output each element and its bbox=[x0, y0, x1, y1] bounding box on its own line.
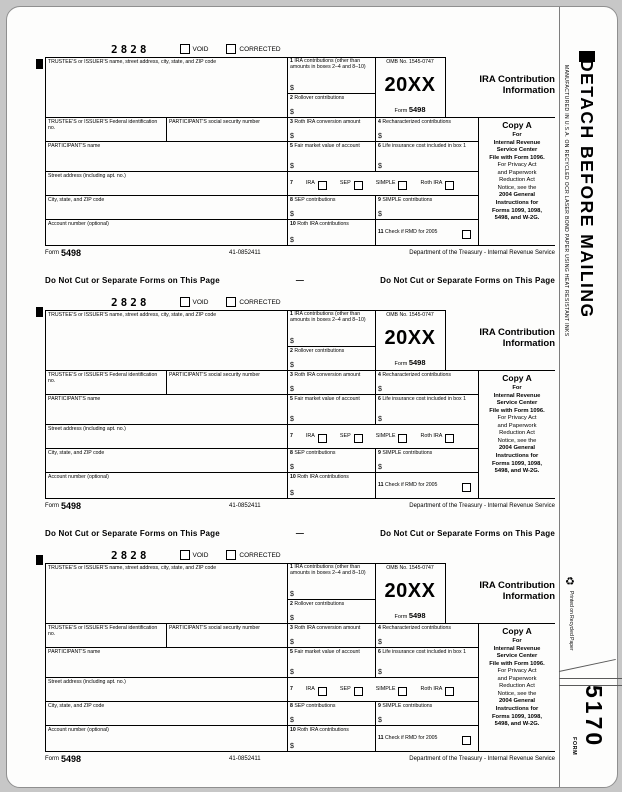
box9-simple-contributions bbox=[378, 703, 475, 724]
box6-label: 6 Life insurance cost included in box 1 bbox=[378, 143, 466, 149]
footer-form-number: 5498 bbox=[61, 248, 82, 258]
corrected-label: CORRECTED bbox=[239, 551, 281, 559]
box7-account-type bbox=[290, 678, 476, 701]
box10-roth-contributions bbox=[290, 474, 373, 497]
roth-ira-checkbox[interactable] bbox=[445, 687, 454, 696]
rmd-checkbox[interactable] bbox=[462, 736, 471, 745]
omb-number: OMB No. 1545-0747 bbox=[386, 312, 434, 318]
participant-name-field: PARTICIPANT'S name bbox=[48, 649, 101, 655]
box3-label: 3 Roth IRA conversion amount bbox=[290, 119, 361, 125]
tax-year: 20XX bbox=[384, 327, 436, 350]
grid-line bbox=[287, 57, 288, 246]
box4-recharacterized bbox=[378, 625, 475, 646]
form-number-under-year: Form 5498 bbox=[394, 358, 426, 368]
box5-fair-market-value bbox=[290, 396, 373, 423]
box9-simple-contributions bbox=[378, 450, 475, 471]
box2-label: 2 Rollover contributions bbox=[290, 348, 345, 354]
grid-line bbox=[45, 141, 479, 142]
detach-before-mailing-text: DETACH BEFORE MAILING bbox=[577, 59, 597, 319]
participant-name-field: PARTICIPANT'S name bbox=[48, 143, 101, 149]
void-checkbox[interactable] bbox=[180, 44, 190, 54]
grid-line bbox=[287, 346, 376, 347]
box8-sep-contributions bbox=[290, 703, 373, 724]
void-group bbox=[180, 550, 209, 560]
box10-label: 10 Roth IRA contributions bbox=[290, 474, 349, 480]
simple-checkbox[interactable] bbox=[398, 434, 407, 443]
box7-option-simple: SIMPLE bbox=[376, 684, 408, 696]
box9-label: 9 SIMPLE contributions bbox=[378, 197, 433, 203]
participant-ssn-field: PARTICIPANT'S social security number bbox=[169, 625, 260, 631]
ira-checkbox[interactable] bbox=[318, 181, 327, 190]
box10-dollar-sign: $ bbox=[290, 237, 294, 244]
do-not-cut-text: Do Not Cut or Separate Forms on This Page bbox=[45, 275, 220, 285]
city-state-zip-field: City, state, and ZIP code bbox=[48, 450, 105, 456]
omb-number: OMB No. 1545-0747 bbox=[386, 59, 434, 65]
street-address-field: Street address (including apt. no.) bbox=[48, 426, 126, 432]
box9-dollar-sign: $ bbox=[378, 211, 382, 218]
box1-label: 1 IRA contributions (other than amounts in boxes 2–4 and 8–10) bbox=[290, 311, 366, 324]
box4-recharacterized bbox=[378, 119, 475, 140]
stock-number: 5170 bbox=[581, 685, 607, 749]
box4-dollar-sign: $ bbox=[378, 386, 382, 393]
roth-ira-checkbox[interactable] bbox=[445, 181, 454, 190]
grid-line bbox=[287, 599, 376, 600]
box6-dollar-sign: $ bbox=[378, 669, 382, 676]
box3-dollar-sign: $ bbox=[290, 639, 294, 646]
registration-mark bbox=[36, 307, 43, 317]
roth-ira-checkbox[interactable] bbox=[445, 434, 454, 443]
registration-mark bbox=[36, 555, 43, 565]
form-footer-row bbox=[45, 246, 555, 266]
do-not-cut-text: Do Not Cut or Separate Forms on This Page bbox=[380, 275, 555, 285]
recycle-icon: ♻ bbox=[565, 576, 575, 588]
void-label: VOID bbox=[192, 551, 209, 559]
form-code: 2828 bbox=[111, 42, 150, 56]
form-title: IRA Contribution Information bbox=[479, 74, 555, 96]
grid-line bbox=[166, 623, 167, 647]
trustee-field-label: TRUSTEE'S or ISSUER'S name, street address, city, state, and ZIP code bbox=[48, 565, 217, 571]
copy-a-column: Copy A For Internal Revenue Service Center File with Form 1096. For Privacy Act and Paperwork Reduction Act Notice, see the 2004 General Instructions for Forms 1099, 1098, 5498, and W-2G. bbox=[489, 120, 545, 222]
form-code: 2828 bbox=[111, 295, 150, 309]
tax-year: 20XX bbox=[384, 74, 436, 97]
box5-fair-market-value bbox=[290, 143, 373, 170]
form-header-row bbox=[45, 294, 555, 310]
box10-label: 10 Roth IRA contributions bbox=[290, 221, 349, 227]
grid-line bbox=[45, 195, 479, 196]
box3-roth-conversion bbox=[290, 372, 373, 393]
grid-line bbox=[375, 195, 376, 246]
footer-form-word: Form bbox=[45, 250, 59, 256]
trustee-field-label: TRUSTEE'S or ISSUER'S name, street address, city, state, and ZIP code bbox=[48, 59, 217, 65]
paper-sheet bbox=[6, 6, 618, 788]
form-number-under-year: Form 5498 bbox=[394, 611, 426, 621]
form-table bbox=[45, 57, 555, 246]
trustee-federal-id-field: TRUSTEE'S or ISSUER'S Federal identification no. bbox=[48, 372, 158, 385]
form-title-area bbox=[445, 310, 555, 368]
box3-label: 3 Roth IRA conversion amount bbox=[290, 372, 361, 378]
omb-year-box bbox=[376, 312, 444, 368]
box8-dollar-sign: $ bbox=[290, 464, 294, 471]
corrected-label: CORRECTED bbox=[239, 298, 281, 306]
box5-dollar-sign: $ bbox=[290, 669, 294, 676]
box8-dollar-sign: $ bbox=[290, 717, 294, 724]
street-address-field: Street address (including apt. no.) bbox=[48, 679, 126, 685]
omb-year-box bbox=[376, 565, 444, 621]
box8-label: 8 SEP contributions bbox=[290, 450, 336, 456]
copy-a-column: Copy A For Internal Revenue Service Center File with Form 1096. For Privacy Act and Paperwork Reduction Act Notice, see the 2004 General Instructions for Forms 1099, 1098, 5498, and W-2G. bbox=[489, 626, 545, 728]
box7-option-roth-ira: Roth IRA bbox=[420, 178, 454, 190]
box2-rollover-contributions bbox=[290, 95, 373, 116]
cut-mark-line bbox=[559, 678, 622, 679]
form-number-under-year: Form 5498 bbox=[394, 105, 426, 115]
box11-rmd bbox=[378, 727, 475, 750]
footer-department: Department of the Treasury - Internal Revenue Service bbox=[409, 756, 555, 762]
sep-checkbox[interactable] bbox=[354, 181, 363, 190]
grid-line bbox=[45, 472, 479, 473]
box5-dollar-sign: $ bbox=[290, 163, 294, 170]
footer-cat-number: 41-0852411 bbox=[229, 756, 261, 762]
box7-option-ira: IRA bbox=[306, 684, 327, 696]
stock-form-word: FORM bbox=[571, 737, 577, 756]
form-title-area bbox=[445, 57, 555, 115]
grid-line bbox=[375, 448, 376, 499]
footer-cat-number: 41-0852411 bbox=[229, 250, 261, 256]
box4-label: 4 Recharacterized contributions bbox=[378, 119, 451, 125]
box2-dollar-sign: $ bbox=[290, 362, 294, 369]
box6-life-insurance-cost bbox=[378, 396, 475, 423]
footer-department: Department of the Treasury - Internal Revenue Service bbox=[409, 503, 555, 509]
box7-number: 7 bbox=[290, 686, 293, 693]
footer-form-number: 5498 bbox=[61, 754, 82, 764]
copy-a-column: Copy A For Internal Revenue Service Center File with Form 1096. For Privacy Act and Paperwork Reduction Act Notice, see the 2004 General Instructions for Forms 1099, 1098, 5498, and W-2G. bbox=[489, 373, 545, 475]
footer-form-number: 5498 bbox=[61, 501, 82, 511]
box10-roth-contributions bbox=[290, 221, 373, 244]
participant-ssn-field: PARTICIPANT'S social security number bbox=[169, 119, 260, 125]
footer-department: Department of the Treasury - Internal Revenue Service bbox=[409, 250, 555, 256]
box8-sep-contributions bbox=[290, 197, 373, 218]
do-not-cut-strip bbox=[45, 266, 555, 294]
ira-checkbox[interactable] bbox=[318, 434, 327, 443]
box2-rollover-contributions bbox=[290, 348, 373, 369]
form-copy-1 bbox=[45, 41, 555, 266]
registration-mark bbox=[36, 59, 43, 69]
form-footer-row bbox=[45, 752, 555, 772]
box5-fair-market-value bbox=[290, 649, 373, 676]
form-table bbox=[45, 310, 555, 499]
box2-dollar-sign: $ bbox=[290, 615, 294, 622]
box4-recharacterized bbox=[378, 372, 475, 393]
sep-checkbox[interactable] bbox=[354, 687, 363, 696]
box4-dollar-sign: $ bbox=[378, 639, 382, 646]
omb-year-box bbox=[376, 59, 444, 115]
manufactured-notice: MANUFACTURED IN U.S.A. ON RECYCLED OCR LASER BOND PAPER USING HEAT RESISTANT INKS bbox=[563, 65, 569, 337]
separator-dash: — bbox=[295, 528, 305, 538]
box7-option-ira: IRA bbox=[306, 178, 327, 190]
box5-dollar-sign: $ bbox=[290, 416, 294, 423]
account-number-field: Account number (optional) bbox=[48, 474, 109, 480]
grid-line bbox=[287, 563, 288, 752]
box7-number: 7 bbox=[290, 433, 293, 440]
rmd-checkbox[interactable] bbox=[462, 230, 471, 239]
participant-name-field: PARTICIPANT'S name bbox=[48, 396, 101, 402]
void-checkbox[interactable] bbox=[180, 550, 190, 560]
form-copy-2 bbox=[45, 294, 555, 519]
grid-line bbox=[478, 370, 479, 499]
box10-roth-contributions bbox=[290, 727, 373, 750]
box1-ira-contributions bbox=[290, 58, 373, 92]
box3-roth-conversion bbox=[290, 119, 373, 140]
box6-life-insurance-cost bbox=[378, 649, 475, 676]
corrected-checkbox[interactable] bbox=[226, 297, 236, 307]
grid-line bbox=[45, 701, 479, 702]
box5-label: 5 Fair market value of account bbox=[290, 396, 360, 402]
trustee-federal-id-field: TRUSTEE'S or ISSUER'S Federal identification no. bbox=[48, 119, 158, 132]
cut-mark-line bbox=[559, 659, 616, 672]
simple-checkbox[interactable] bbox=[398, 687, 407, 696]
grid-line bbox=[478, 117, 479, 246]
box1-dollar-sign: $ bbox=[290, 85, 294, 92]
box9-label: 9 SIMPLE contributions bbox=[378, 450, 433, 456]
grid-line bbox=[287, 93, 376, 94]
box7-option-sep: SEP bbox=[340, 431, 363, 443]
grid-line bbox=[45, 57, 46, 246]
participant-ssn-field: PARTICIPANT'S social security number bbox=[169, 372, 260, 378]
separator-dash: — bbox=[295, 275, 305, 285]
box4-label: 4 Recharacterized contributions bbox=[378, 625, 451, 631]
grid-line bbox=[45, 219, 479, 220]
corrected-checkbox[interactable] bbox=[226, 550, 236, 560]
box7-option-simple: SIMPLE bbox=[376, 178, 408, 190]
box8-dollar-sign: $ bbox=[290, 211, 294, 218]
box6-dollar-sign: $ bbox=[378, 163, 382, 170]
rmd-checkbox[interactable] bbox=[462, 483, 471, 492]
box5-label: 5 Fair market value of account bbox=[290, 649, 360, 655]
do-not-cut-text: Do Not Cut or Separate Forms on This Page bbox=[380, 528, 555, 538]
box7-option-roth-ira: Roth IRA bbox=[420, 684, 454, 696]
account-number-field: Account number (optional) bbox=[48, 221, 109, 227]
box4-dollar-sign: $ bbox=[378, 133, 382, 140]
city-state-zip-field: City, state, and ZIP code bbox=[48, 703, 105, 709]
trustee-federal-id-field: TRUSTEE'S or ISSUER'S Federal identification no. bbox=[48, 625, 158, 638]
do-not-cut-strip bbox=[45, 519, 555, 547]
footer-form-word: Form bbox=[45, 503, 59, 509]
simple-checkbox[interactable] bbox=[398, 181, 407, 190]
form-5498-copy bbox=[45, 294, 555, 519]
grid-line bbox=[166, 370, 167, 394]
trustee-field-label: TRUSTEE'S or ISSUER'S name, street address, city, state, and ZIP code bbox=[48, 312, 217, 318]
corrected-group bbox=[226, 297, 280, 307]
box5-label: 5 Fair market value of account bbox=[290, 143, 360, 149]
grid-line bbox=[287, 310, 288, 499]
ira-checkbox[interactable] bbox=[318, 687, 327, 696]
box7-option-ira: IRA bbox=[306, 431, 327, 443]
tax-year: 20XX bbox=[384, 580, 436, 603]
box6-label: 6 Life insurance cost included in box 1 bbox=[378, 396, 466, 402]
omb-number: OMB No. 1545-0747 bbox=[386, 565, 434, 571]
box1-ira-contributions bbox=[290, 564, 373, 598]
corrected-checkbox[interactable] bbox=[226, 44, 236, 54]
form-title: IRA Contribution Information bbox=[479, 327, 555, 349]
grid-line bbox=[45, 725, 479, 726]
printed-on-recycled-paper-text: Printed on Recycled Paper bbox=[568, 591, 574, 651]
box6-life-insurance-cost bbox=[378, 143, 475, 170]
box1-label: 1 IRA contributions (other than amounts in boxes 2–4 and 8–10) bbox=[290, 58, 366, 71]
account-number-field: Account number (optional) bbox=[48, 727, 109, 733]
grid-line bbox=[45, 448, 479, 449]
box7-option-simple: SIMPLE bbox=[376, 431, 408, 443]
box11-label: 11 Check if RMD for 2005 bbox=[378, 735, 438, 742]
grid-line bbox=[45, 57, 446, 58]
grid-line bbox=[45, 647, 479, 648]
box6-dollar-sign: $ bbox=[378, 416, 382, 423]
box2-label: 2 Rollover contributions bbox=[290, 601, 345, 607]
form-5498-copy bbox=[45, 41, 555, 266]
box3-dollar-sign: $ bbox=[290, 133, 294, 140]
form-copy-3 bbox=[45, 547, 555, 772]
box11-rmd bbox=[378, 474, 475, 497]
box3-dollar-sign: $ bbox=[290, 386, 294, 393]
form-area bbox=[45, 41, 555, 772]
box9-dollar-sign: $ bbox=[378, 717, 382, 724]
box8-label: 8 SEP contributions bbox=[290, 197, 336, 203]
box8-label: 8 SEP contributions bbox=[290, 703, 336, 709]
grid-line bbox=[45, 563, 446, 564]
box2-dollar-sign: $ bbox=[290, 109, 294, 116]
box6-label: 6 Life insurance cost included in box 1 bbox=[378, 649, 466, 655]
box11-label: 11 Check if RMD for 2005 bbox=[378, 229, 438, 236]
box9-simple-contributions bbox=[378, 197, 475, 218]
box9-label: 9 SIMPLE contributions bbox=[378, 703, 433, 709]
void-label: VOID bbox=[192, 298, 209, 306]
form-5498-copy bbox=[45, 547, 555, 772]
box1-dollar-sign: $ bbox=[290, 338, 294, 345]
void-group bbox=[180, 297, 209, 307]
box7-number: 7 bbox=[290, 180, 293, 187]
box10-dollar-sign: $ bbox=[290, 490, 294, 497]
void-group bbox=[180, 44, 209, 54]
grid-line bbox=[45, 563, 46, 752]
box8-sep-contributions bbox=[290, 450, 373, 471]
box7-option-sep: SEP bbox=[340, 684, 363, 696]
footer-form-word: Form bbox=[45, 756, 59, 762]
box1-dollar-sign: $ bbox=[290, 591, 294, 598]
box1-label: 1 IRA contributions (other than amounts in boxes 2–4 and 8–10) bbox=[290, 564, 366, 577]
box7-account-type bbox=[290, 172, 476, 195]
box11-label: 11 Check if RMD for 2005 bbox=[378, 482, 438, 489]
grid-line bbox=[45, 394, 479, 395]
form-table bbox=[45, 563, 555, 752]
box3-label: 3 Roth IRA conversion amount bbox=[290, 625, 361, 631]
void-checkbox[interactable] bbox=[180, 297, 190, 307]
do-not-cut-text: Do Not Cut or Separate Forms on This Page bbox=[45, 528, 220, 538]
trustee-name-address-field bbox=[48, 312, 284, 368]
city-state-zip-field: City, state, and ZIP code bbox=[48, 197, 105, 203]
sep-checkbox[interactable] bbox=[354, 434, 363, 443]
corrected-group bbox=[226, 44, 280, 54]
box10-label: 10 Roth IRA contributions bbox=[290, 727, 349, 733]
corrected-group bbox=[226, 550, 280, 560]
void-label: VOID bbox=[192, 45, 209, 53]
box1-ira-contributions bbox=[290, 311, 373, 345]
trustee-name-address-field bbox=[48, 59, 284, 115]
form-header-row bbox=[45, 547, 555, 563]
form-header-row bbox=[45, 41, 555, 57]
street-address-field: Street address (including apt. no.) bbox=[48, 173, 126, 179]
box3-roth-conversion bbox=[290, 625, 373, 646]
box11-rmd bbox=[378, 221, 475, 244]
form-title-area bbox=[445, 563, 555, 621]
box7-option-sep: SEP bbox=[340, 178, 363, 190]
form-code: 2828 bbox=[111, 548, 150, 562]
box2-rollover-contributions bbox=[290, 601, 373, 622]
box4-label: 4 Recharacterized contributions bbox=[378, 372, 451, 378]
grid-line bbox=[45, 310, 46, 499]
box10-dollar-sign: $ bbox=[290, 743, 294, 750]
box7-account-type bbox=[290, 425, 476, 448]
corrected-label: CORRECTED bbox=[239, 45, 281, 53]
grid-line bbox=[375, 701, 376, 752]
box7-option-roth-ira: Roth IRA bbox=[420, 431, 454, 443]
form-footer-row bbox=[45, 499, 555, 519]
grid-line bbox=[45, 310, 446, 311]
footer-cat-number: 41-0852411 bbox=[229, 503, 261, 509]
trustee-name-address-field bbox=[48, 565, 284, 621]
form-title: IRA Contribution Information bbox=[479, 580, 555, 602]
grid-line bbox=[478, 623, 479, 752]
grid-line bbox=[166, 117, 167, 141]
box2-label: 2 Rollover contributions bbox=[290, 95, 345, 101]
box9-dollar-sign: $ bbox=[378, 464, 382, 471]
